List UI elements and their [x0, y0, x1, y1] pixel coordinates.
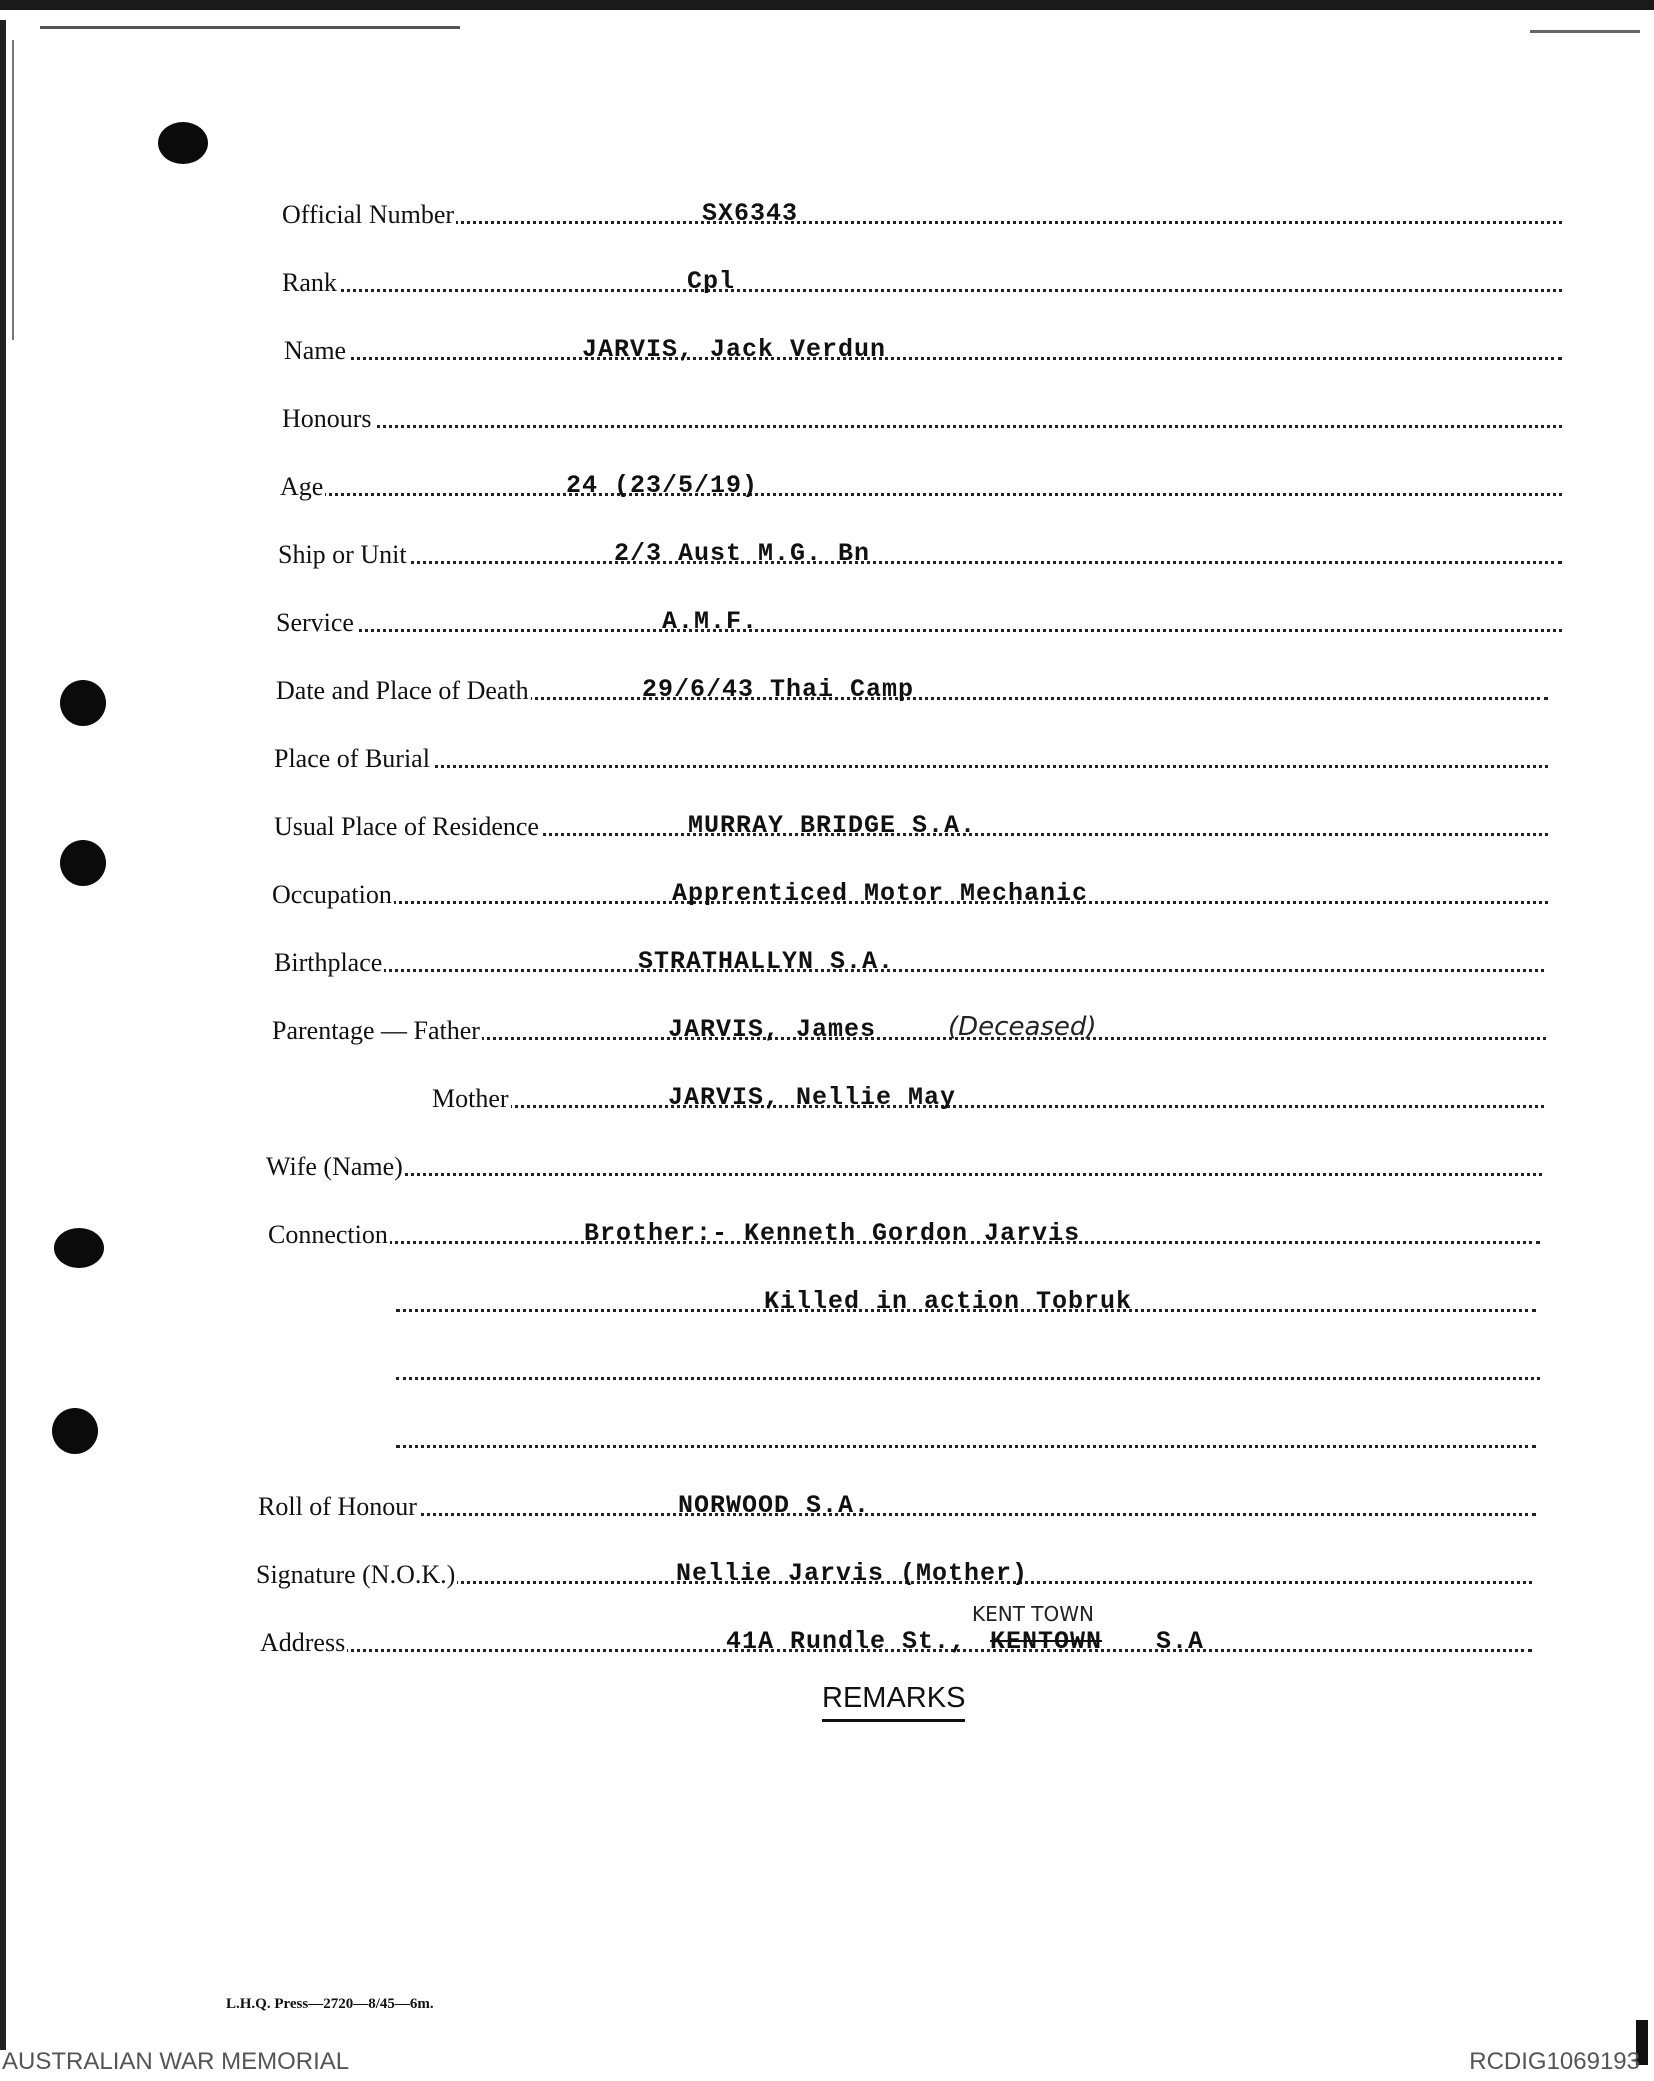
- punch-hole: [158, 122, 208, 164]
- dotted-line: [278, 561, 1562, 564]
- roll-of-honour-label: Roll of Honour: [258, 1492, 417, 1521]
- father-value: JARVIS, James: [668, 1015, 877, 1044]
- signature-value: Nellie Jarvis (Mother): [676, 1559, 1029, 1588]
- punch-hole: [54, 1228, 104, 1268]
- father-field: [272, 994, 1546, 1054]
- dotted-line: [396, 1377, 1540, 1380]
- connection-line-2: [396, 1266, 1536, 1326]
- official-number-field: [282, 178, 1562, 238]
- dotted-line: [396, 1445, 1536, 1448]
- scan-edge-left: [12, 40, 14, 340]
- connection-line-3: [396, 1334, 1540, 1394]
- address-state-value: S.A: [1156, 1627, 1205, 1656]
- residence-field: [274, 790, 1548, 850]
- birthplace-field: [274, 926, 1544, 986]
- birthplace-label: Birthplace: [274, 948, 383, 977]
- dotted-line: [282, 289, 1562, 292]
- connection-label: Connection: [268, 1220, 388, 1249]
- occupation-value: Apprenticed Motor Mechanic: [672, 879, 1089, 908]
- scan-edge-left: [0, 20, 6, 2050]
- wife-field: [266, 1130, 1542, 1190]
- dotted-line: [266, 1173, 1542, 1176]
- dotted-line: [282, 425, 1562, 428]
- occupation-field: [272, 858, 1548, 918]
- footer-record-id: RCDIG1069193: [1469, 2048, 1640, 2075]
- punch-hole: [60, 680, 106, 726]
- ship-or-unit-label: Ship or Unit: [278, 540, 407, 569]
- birthplace-value: STRATHALLYN S.A.: [638, 947, 895, 976]
- dotted-line: [432, 1105, 1544, 1108]
- dotted-line: [280, 493, 1562, 496]
- father-label: Parentage — Father: [272, 1016, 480, 1045]
- dotted-line: [282, 221, 1562, 224]
- dotted-line: [274, 765, 1548, 768]
- press-mark: L.H.Q. Press—2720—8/45—6m.: [226, 1996, 434, 2012]
- date-place-death-value: 29/6/43 Thai Camp: [642, 675, 915, 704]
- dotted-line: [276, 629, 1562, 632]
- signature-field: [256, 1538, 1532, 1598]
- residence-value: MURRAY BRIDGE S.A.: [688, 811, 977, 840]
- address-value: 41A Rundle St.,: [726, 1627, 967, 1656]
- name-value: JARVIS, Jack Verdun: [582, 335, 887, 364]
- ship-or-unit-field: [278, 518, 1562, 578]
- punch-hole: [60, 840, 106, 886]
- footer-archive-name: AUSTRALIAN WAR MEMORIAL: [2, 2048, 350, 2075]
- ship-or-unit-value: 2/3 Aust M.G. Bn: [614, 539, 871, 568]
- signature-label: Signature (N.O.K.): [256, 1560, 456, 1589]
- occupation-label: Occupation: [272, 880, 392, 909]
- dotted-line: [258, 1513, 1536, 1516]
- address-handwritten-correction: KENT TOWN: [972, 1602, 1094, 1626]
- rank-value: Cpl: [687, 267, 736, 296]
- residence-label: Usual Place of Residence: [274, 812, 539, 841]
- rank-field: [282, 246, 1562, 306]
- date-place-death-field: [276, 654, 1548, 714]
- wife-label: Wife (Name): [266, 1152, 403, 1181]
- address-label: Address: [260, 1628, 346, 1657]
- honours-field: [282, 382, 1562, 442]
- scan-edge-top: [0, 0, 1654, 10]
- connection-value: Brother:- Kenneth Gordon Jarvis: [584, 1219, 1081, 1248]
- roll-of-honour-field: [258, 1470, 1536, 1530]
- age-field: [280, 450, 1562, 510]
- name-label: Name: [284, 336, 347, 365]
- punch-hole: [52, 1408, 98, 1454]
- father-handwritten-note: (Deceased): [948, 1012, 1097, 1042]
- remarks-heading: REMARKS: [822, 1682, 965, 1722]
- service-field: [276, 586, 1562, 646]
- connection-line-4: [396, 1402, 1536, 1462]
- rank-label: Rank: [282, 268, 337, 297]
- mother-label: Mother: [432, 1084, 509, 1113]
- place-of-burial-label: Place of Burial: [274, 744, 430, 773]
- roll-of-honour-value: NORWOOD S.A.: [678, 1491, 871, 1520]
- service-value: A.M.F.: [662, 607, 759, 636]
- dotted-line: [274, 969, 1544, 972]
- scan-streak: [40, 26, 460, 29]
- dotted-line: [284, 357, 1562, 360]
- age-value: 24 (23/5/19): [566, 471, 759, 500]
- name-field: [284, 314, 1562, 374]
- date-place-death-label: Date and Place of Death: [276, 676, 529, 705]
- place-of-burial-field: [274, 722, 1548, 782]
- service-label: Service: [276, 608, 354, 637]
- official-number-label: Official Number: [282, 200, 455, 229]
- connection-field: [268, 1198, 1540, 1258]
- address-struck-value: KENTOWN: [990, 1627, 1103, 1656]
- mother-value: JARVIS, Nellie May: [668, 1083, 957, 1112]
- scan-streak: [1530, 30, 1640, 33]
- age-label: Age: [280, 472, 324, 501]
- connection-line-2-value: Killed in action Tobruk: [764, 1287, 1133, 1316]
- official-number-value: SX6343: [702, 199, 799, 228]
- address-field: [260, 1602, 1532, 1666]
- honours-label: Honours: [282, 404, 372, 433]
- mother-field: [432, 1062, 1544, 1122]
